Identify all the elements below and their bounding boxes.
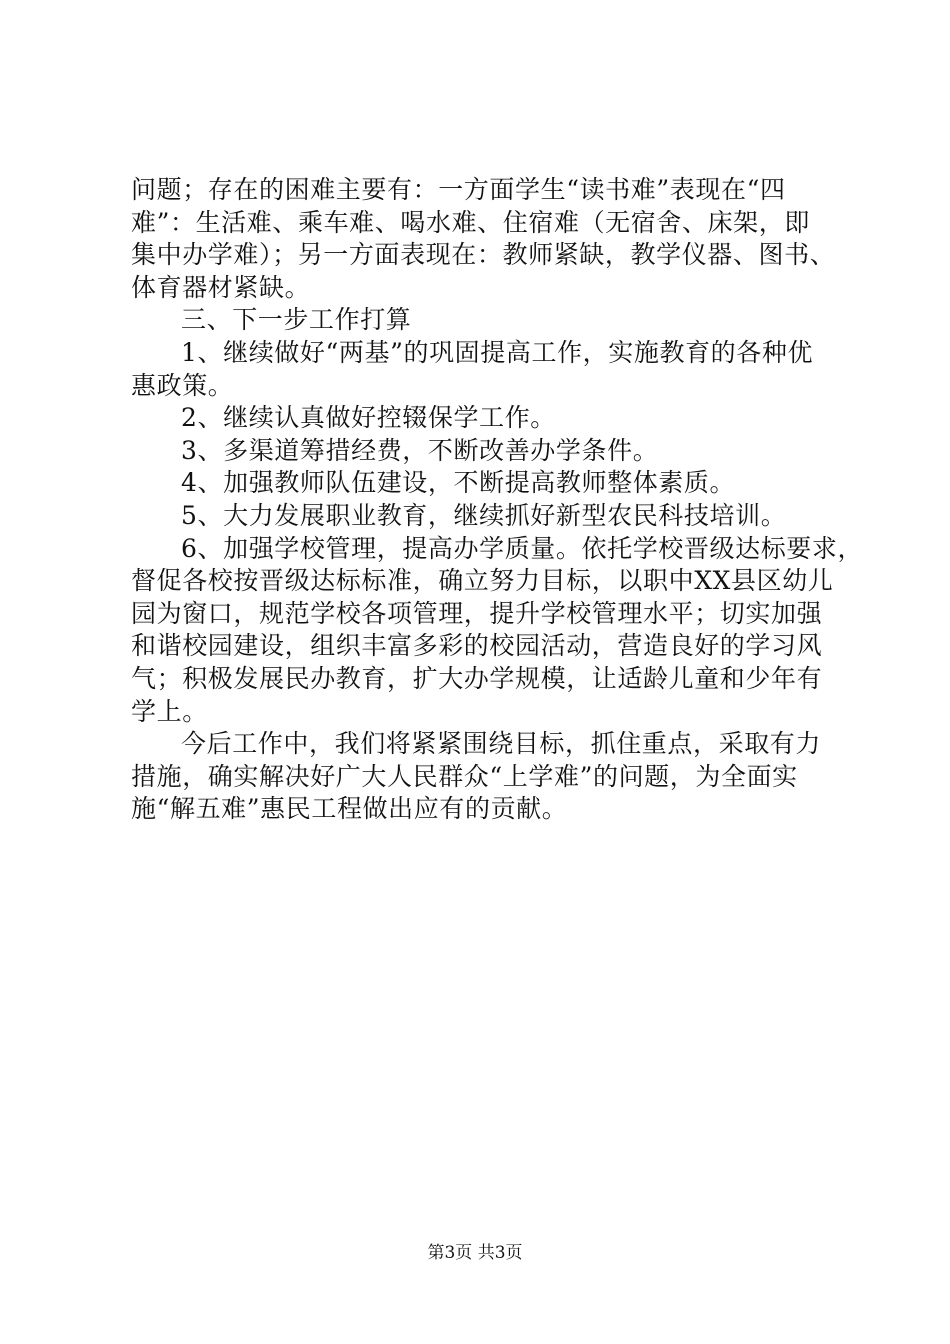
text-line: 问题；存在的困难主要有：一方面学生“读书难”表现在“四 [131, 175, 786, 204]
text-line: 施“解五难”惠民工程做出应有的贡献。 [131, 794, 568, 824]
text-line: 学上。 [131, 696, 208, 726]
text-line: 措施，确实解决好广大人民群众“上学难”的问题，为全面实 [131, 761, 798, 791]
text-line: 惠政策。 [131, 370, 234, 400]
text-line: 园为窗口，规范学校各项管理，提升学校管理水平；切实加强 [131, 598, 823, 628]
document-body [131, 174, 864, 826]
text-line: 难”：生活难、乘车难、喝水难、住宿难（无宿舍、床架，即 [131, 207, 810, 237]
text-line: 气；积极发展民办教育，扩大办学规模，让适龄儿童和少年有 [131, 663, 823, 693]
text-line: 体育器材紧缺。 [131, 272, 311, 302]
text-line: 5、大力发展职业教育，继续抓好新型农民科技培训。 [181, 500, 787, 530]
text-line: 2、继续认真做好控辍保学工作。 [181, 403, 556, 433]
text-line: 3、多渠道筹措经费，不断改善办学条件。 [181, 435, 659, 465]
text-line: 和谐校园建设，组织丰富多彩的校园活动，营造良好的学习风 [131, 631, 823, 661]
text-line: 今后工作中，我们将紧紧围绕目标，抓住重点，采取有力 [181, 729, 822, 759]
text-line: 三、下一步工作打算 [181, 305, 412, 335]
text-line: 1、继续做好“两基”的巩固提高工作，实施教育的各种优 [181, 337, 814, 367]
text-line: 6、加强学校管理，提高办学质量。依托学校晋级达标要求， [181, 533, 864, 563]
text-line: 4、加强教师队伍建设，不断提高教师整体素质。 [181, 468, 736, 498]
page-footer: 第3页 共3页 [427, 1243, 523, 1263]
text-line: 督促各校按晋级达标标准，确立努力目标，以职中XX县区幼儿 [131, 566, 834, 596]
text-line: 集中办学难）；另一方面表现在：教师紧缺，教学仪器、图书、 [131, 240, 836, 270]
